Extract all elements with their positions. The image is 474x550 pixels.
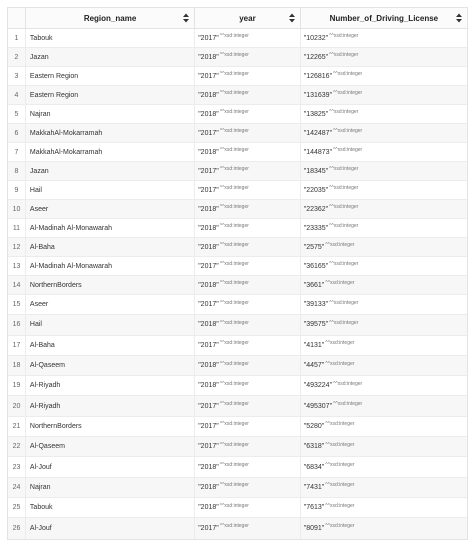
year-value: "2018"	[198, 91, 219, 99]
header-year[interactable]	[195, 8, 301, 28]
header-region-name[interactable]	[26, 8, 195, 28]
row-index: 19	[8, 376, 26, 395]
table-row	[8, 417, 467, 437]
datatype-label: ^^xsd:integer	[219, 380, 249, 387]
year-value: "2017"	[198, 341, 219, 349]
datatype-label: ^^xsd:integer	[219, 166, 249, 172]
sort-icon[interactable]	[289, 14, 295, 23]
license-count-value: "6318"	[303, 443, 325, 451]
region-name-cell: Al-Riyadh	[26, 396, 195, 415]
header-label: Number_of_Driving_License	[329, 13, 439, 23]
row-index: 8	[8, 162, 26, 180]
year-cell	[195, 356, 301, 375]
datatype-label: ^^xsd:integer	[329, 52, 359, 58]
datatype-label: ^^xsd:integer	[333, 401, 363, 408]
year-value: "2018"	[198, 483, 219, 491]
table-row	[8, 356, 467, 376]
datatype-label: ^^xsd:integer	[219, 52, 249, 58]
year-value: "2018"	[198, 224, 219, 232]
datatype-label: ^^xsd:integer	[219, 128, 249, 134]
table-row	[8, 257, 467, 276]
datatype-label: ^^xsd:integer	[333, 90, 363, 96]
license-count-value: "7431"	[303, 483, 325, 491]
number-of-driving-license-cell	[301, 181, 467, 199]
year-cell	[195, 181, 301, 199]
datatype-label: ^^xsd:integer	[329, 109, 359, 115]
license-count-value: "495307"	[303, 402, 333, 410]
sort-icon[interactable]	[183, 14, 189, 23]
table-row	[8, 124, 467, 143]
year-value: "2018"	[198, 205, 219, 213]
number-of-driving-license-cell	[301, 124, 467, 142]
table-row	[8, 67, 467, 86]
year-value: "2017"	[198, 262, 219, 270]
license-count-value: "493224"	[303, 382, 333, 390]
datatype-label: ^^xsd:integer	[325, 462, 355, 469]
year-value: "2017"	[198, 186, 219, 194]
row-index: 5	[8, 105, 26, 123]
number-of-driving-license-cell	[301, 67, 467, 85]
row-index: 4	[8, 86, 26, 104]
year-cell	[195, 29, 301, 47]
number-of-driving-license-cell	[301, 396, 467, 415]
row-index: 18	[8, 356, 26, 375]
license-count-value: "4457"	[303, 362, 325, 370]
number-of-driving-license-cell	[301, 356, 467, 375]
license-count-value: "13825"	[303, 110, 329, 118]
region-name-cell: NorthernBorders	[26, 417, 195, 436]
year-value: "2018"	[198, 463, 219, 471]
datatype-label: ^^xsd:integer	[219, 441, 249, 448]
region-name-cell: Al-Jouf	[26, 518, 195, 538]
license-count-value: "2575"	[303, 243, 325, 251]
datatype-label: ^^xsd:integer	[219, 401, 249, 408]
number-of-driving-license-cell	[301, 219, 467, 237]
datatype-label: ^^xsd:integer	[325, 441, 355, 448]
table-row	[8, 315, 467, 335]
table-row	[8, 457, 467, 477]
table-row	[8, 336, 467, 356]
datatype-label: ^^xsd:integer	[329, 261, 359, 267]
year-cell	[195, 48, 301, 66]
license-count-value: "3661"	[303, 281, 325, 289]
year-cell	[195, 257, 301, 275]
year-value: "2017"	[198, 167, 219, 175]
row-index: 10	[8, 200, 26, 218]
year-value: "2017"	[198, 129, 219, 137]
year-value: "2018"	[198, 321, 219, 329]
license-count-value: "5280"	[303, 422, 325, 430]
datatype-label: ^^xsd:integer	[325, 340, 355, 347]
year-cell	[195, 86, 301, 104]
license-count-value: "39133"	[303, 301, 329, 309]
datatype-label: ^^xsd:integer	[219, 242, 249, 248]
year-cell	[195, 295, 301, 314]
number-of-driving-license-cell	[301, 417, 467, 436]
region-name-cell: Najran	[26, 478, 195, 497]
datatype-label: ^^xsd:integer	[333, 128, 363, 134]
table-row	[8, 105, 467, 124]
license-count-value: "144873"	[303, 148, 333, 156]
header-label: Region_name	[83, 13, 137, 23]
year-cell	[195, 124, 301, 142]
year-cell	[195, 143, 301, 161]
year-cell	[195, 162, 301, 180]
table-body	[8, 29, 467, 539]
datatype-label: ^^xsd:integer	[333, 380, 363, 387]
year-cell	[195, 315, 301, 334]
datatype-label: ^^xsd:integer	[219, 223, 249, 229]
datatype-label: ^^xsd:integer	[219, 185, 249, 191]
row-index: 2	[8, 48, 26, 66]
table-row	[8, 518, 467, 538]
row-index: 3	[8, 67, 26, 85]
datatype-label: ^^xsd:integer	[219, 204, 249, 210]
datatype-label: ^^xsd:integer	[219, 319, 249, 326]
license-count-value: "36165"	[303, 262, 329, 270]
year-cell	[195, 478, 301, 497]
year-cell	[195, 200, 301, 218]
header-number-of-driving-license[interactable]	[301, 8, 467, 28]
license-count-value: "7613"	[303, 504, 325, 512]
year-value: "2017"	[198, 422, 219, 430]
region-name-cell: Tabouk	[26, 29, 195, 47]
region-name-cell: MakkahAl-Mokarramah	[26, 143, 195, 161]
datatype-label: ^^xsd:integer	[325, 360, 355, 367]
table-row	[8, 219, 467, 238]
header-label: year	[239, 13, 256, 23]
number-of-driving-license-cell	[301, 143, 467, 161]
license-count-value: "142487"	[303, 129, 333, 137]
results-table	[7, 7, 468, 540]
license-count-value: "126816"	[303, 72, 333, 80]
number-of-driving-license-cell	[301, 48, 467, 66]
region-name-cell: Al-Jouf	[26, 457, 195, 476]
table-row	[8, 478, 467, 498]
region-name-cell: Jazan	[26, 48, 195, 66]
year-value: "2017"	[198, 402, 219, 410]
year-cell	[195, 518, 301, 538]
row-index: 15	[8, 295, 26, 314]
datatype-label: ^^xsd:integer	[219, 33, 249, 39]
region-name-cell: Al-Baha	[26, 238, 195, 256]
region-name-cell: Hail	[26, 315, 195, 334]
table-row	[8, 376, 467, 396]
year-cell	[195, 417, 301, 436]
datatype-label: ^^xsd:integer	[219, 90, 249, 96]
datatype-label: ^^xsd:integer	[219, 147, 249, 153]
number-of-driving-license-cell	[301, 276, 467, 294]
year-value: "2018"	[198, 53, 219, 61]
datatype-label: ^^xsd:integer	[333, 147, 363, 153]
number-of-driving-license-cell	[301, 200, 467, 218]
number-of-driving-license-cell	[301, 257, 467, 275]
datatype-label: ^^xsd:integer	[325, 242, 355, 248]
region-name-cell: Al-Madinah Al-Monawarah	[26, 257, 195, 275]
year-cell	[195, 498, 301, 517]
table-row	[8, 86, 467, 105]
datatype-label: ^^xsd:integer	[329, 185, 359, 191]
year-value: "2017"	[198, 301, 219, 309]
region-name-cell: MakkahAl-Mokarramah	[26, 124, 195, 142]
year-value: "2017"	[198, 443, 219, 451]
number-of-driving-license-cell	[301, 29, 467, 47]
table-row	[8, 48, 467, 67]
datatype-label: ^^xsd:integer	[329, 223, 359, 229]
year-cell	[195, 238, 301, 256]
datatype-label: ^^xsd:integer	[219, 340, 249, 347]
number-of-driving-license-cell	[301, 498, 467, 517]
datatype-label: ^^xsd:integer	[325, 482, 355, 489]
region-name-cell: NorthernBorders	[26, 276, 195, 294]
license-count-value: "39575"	[303, 321, 329, 329]
year-cell	[195, 276, 301, 294]
number-of-driving-license-cell	[301, 518, 467, 538]
year-value: "2018"	[198, 382, 219, 390]
region-name-cell: Al-Riyadh	[26, 376, 195, 395]
region-name-cell: Hail	[26, 181, 195, 199]
number-of-driving-license-cell	[301, 162, 467, 180]
datatype-label: ^^xsd:integer	[329, 204, 359, 210]
license-count-value: "4131"	[303, 341, 325, 349]
year-cell	[195, 67, 301, 85]
region-name-cell: Jazan	[26, 162, 195, 180]
datatype-label: ^^xsd:integer	[219, 502, 249, 509]
datatype-label: ^^xsd:integer	[219, 109, 249, 115]
year-cell	[195, 105, 301, 123]
license-count-value: "23335"	[303, 224, 329, 232]
datatype-label: ^^xsd:integer	[219, 261, 249, 267]
year-value: "2017"	[198, 34, 219, 42]
license-count-value: "10232"	[303, 34, 329, 42]
datatype-label: ^^xsd:integer	[325, 502, 355, 509]
row-index: 9	[8, 181, 26, 199]
datatype-label: ^^xsd:integer	[219, 482, 249, 489]
region-name-cell: Aseer	[26, 200, 195, 218]
number-of-driving-license-cell	[301, 315, 467, 334]
number-of-driving-license-cell	[301, 376, 467, 395]
datatype-label: ^^xsd:integer	[333, 71, 363, 77]
datatype-label: ^^xsd:integer	[219, 280, 249, 286]
datatype-label: ^^xsd:integer	[325, 421, 355, 428]
datatype-label: ^^xsd:integer	[329, 299, 359, 306]
row-index: 11	[8, 219, 26, 237]
year-cell	[195, 336, 301, 355]
number-of-driving-license-cell	[301, 238, 467, 256]
row-index: 14	[8, 276, 26, 294]
license-count-value: "22362"	[303, 205, 329, 213]
region-name-cell: Eastern Region	[26, 86, 195, 104]
table-row	[8, 238, 467, 257]
region-name-cell: Al-Baha	[26, 336, 195, 355]
region-name-cell: Eastern Region	[26, 67, 195, 85]
license-count-value: "6834"	[303, 463, 325, 471]
table-row	[8, 181, 467, 200]
table-row	[8, 200, 467, 219]
datatype-label: ^^xsd:integer	[219, 360, 249, 367]
license-count-value: "22035"	[303, 186, 329, 194]
row-index: 13	[8, 257, 26, 275]
datatype-label: ^^xsd:integer	[325, 523, 355, 530]
region-name-cell: Al-Qaseem	[26, 356, 195, 375]
datatype-label: ^^xsd:integer	[329, 166, 359, 172]
row-index: 7	[8, 143, 26, 161]
region-name-cell: Al-Qaseem	[26, 437, 195, 456]
table-row	[8, 295, 467, 315]
datatype-label: ^^xsd:integer	[329, 319, 359, 326]
table-row	[8, 143, 467, 162]
number-of-driving-license-cell	[301, 478, 467, 497]
row-index: 25	[8, 498, 26, 517]
number-of-driving-license-cell	[301, 86, 467, 104]
number-of-driving-license-cell	[301, 457, 467, 476]
year-value: "2018"	[198, 362, 219, 370]
year-cell	[195, 219, 301, 237]
region-name-cell: Aseer	[26, 295, 195, 314]
year-cell	[195, 437, 301, 456]
row-index: 21	[8, 417, 26, 436]
year-value: "2017"	[198, 524, 219, 532]
year-value: "2018"	[198, 281, 219, 289]
row-index: 26	[8, 518, 26, 538]
row-index: 16	[8, 315, 26, 334]
year-value: "2017"	[198, 72, 219, 80]
table-header	[8, 8, 467, 29]
number-of-driving-license-cell	[301, 295, 467, 314]
license-count-value: "8091"	[303, 524, 325, 532]
table-row	[8, 29, 467, 48]
year-cell	[195, 457, 301, 476]
datatype-label: ^^xsd:integer	[219, 299, 249, 306]
year-value: "2018"	[198, 148, 219, 156]
row-index: 20	[8, 396, 26, 415]
datatype-label: ^^xsd:integer	[329, 33, 359, 39]
row-index: 23	[8, 457, 26, 476]
number-of-driving-license-cell	[301, 336, 467, 355]
year-value: "2018"	[198, 110, 219, 118]
row-index: 17	[8, 336, 26, 355]
row-index: 12	[8, 238, 26, 256]
datatype-label: ^^xsd:integer	[219, 462, 249, 469]
table-row	[8, 498, 467, 518]
table-row	[8, 396, 467, 416]
license-count-value: "12265"	[303, 53, 329, 61]
region-name-cell: Najran	[26, 105, 195, 123]
region-name-cell: Al-Madinah Al-Monawarah	[26, 219, 195, 237]
row-index: 24	[8, 478, 26, 497]
table-row	[8, 437, 467, 457]
datatype-label: ^^xsd:integer	[219, 71, 249, 77]
year-cell	[195, 376, 301, 395]
row-index: 22	[8, 437, 26, 456]
sort-icon[interactable]	[456, 14, 462, 23]
number-of-driving-license-cell	[301, 437, 467, 456]
region-name-cell: Tabouk	[26, 498, 195, 517]
year-value: "2018"	[198, 504, 219, 512]
table-row	[8, 276, 467, 295]
year-value: "2018"	[198, 243, 219, 251]
datatype-label: ^^xsd:integer	[219, 523, 249, 530]
datatype-label: ^^xsd:integer	[325, 280, 355, 286]
datatype-label: ^^xsd:integer	[219, 421, 249, 428]
header-index	[8, 8, 26, 28]
number-of-driving-license-cell	[301, 105, 467, 123]
table-row	[8, 162, 467, 181]
license-count-value: "18345"	[303, 167, 329, 175]
row-index: 6	[8, 124, 26, 142]
year-cell	[195, 396, 301, 415]
license-count-value: "131639"	[303, 91, 333, 99]
row-index: 1	[8, 29, 26, 47]
